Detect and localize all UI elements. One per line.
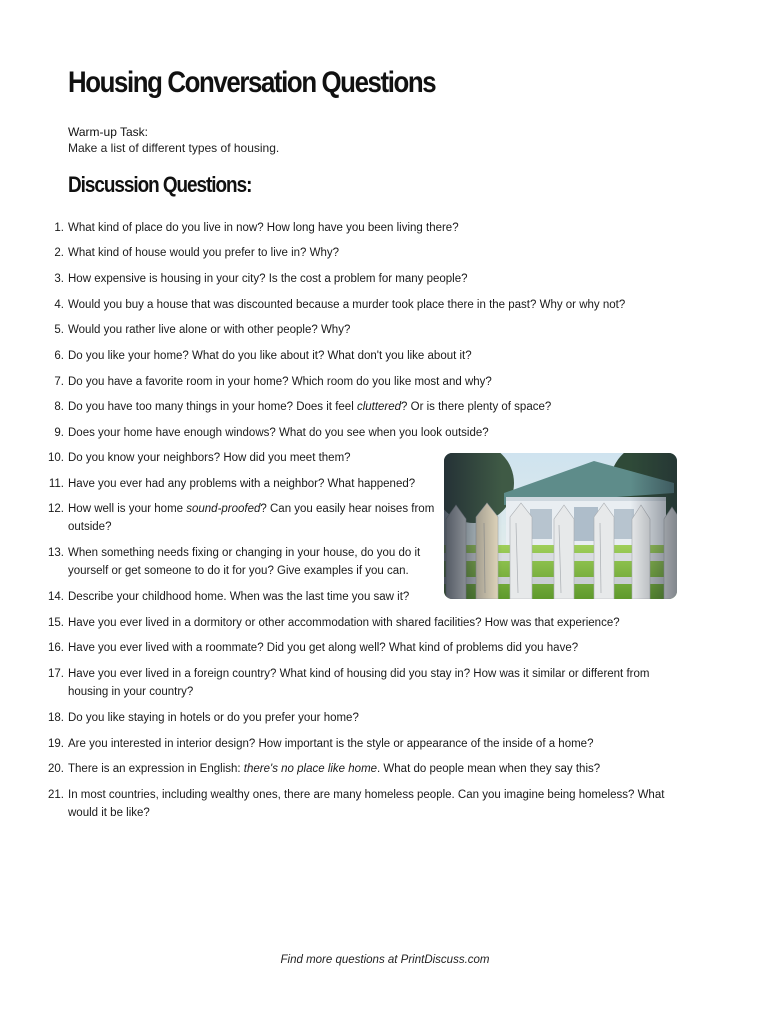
question-text-part: Does your home have enough windows? What do you see when you look outside? (68, 427, 489, 439)
question-number: 11. (48, 478, 64, 490)
question-text-part: Do you know your neighbors? How did you meet them? (68, 452, 351, 464)
question-text-part: Do you have a favorite room in your home? Which room do you like most and why? (68, 376, 492, 388)
question-item (54, 219, 678, 237)
question-text (68, 270, 678, 288)
question-text (68, 424, 678, 442)
question-text (68, 373, 678, 391)
question-item (54, 347, 678, 365)
question-text (68, 639, 678, 657)
question-text-part: ? Can you easily hear noises from outside? (68, 503, 435, 533)
question-number: 4. (54, 299, 64, 311)
question-number: 1. (54, 222, 64, 234)
question-text-part: Describe your childhood home. When was the last time you saw it? (68, 591, 410, 603)
question-number: 13. (48, 547, 64, 559)
question-item (48, 639, 678, 657)
question-text-part: Do you like staying in hotels or do you prefer your home? (68, 712, 359, 724)
question-number: 17. (48, 668, 64, 680)
question-text (68, 219, 678, 237)
question-item (48, 786, 678, 822)
question-item (48, 544, 448, 580)
question-item (48, 760, 678, 778)
question-text-part: Do you have too many things in your home? Does it feel (68, 401, 357, 413)
question-text (68, 709, 678, 727)
question-text-part: When something needs fixing or changing in your house, do you do it yourself or get someone to do it for you? Give examples if you can. (68, 547, 421, 577)
question-item (54, 424, 678, 442)
question-text-part: There is an expression in English: (68, 763, 244, 775)
page-title: Housing Conversation Questions (68, 66, 436, 99)
question-item (54, 373, 678, 391)
question-number: 6. (54, 350, 64, 362)
question-text-part: ? Or is there plenty of space? (401, 401, 552, 413)
question-item (48, 500, 448, 536)
question-number: 2. (54, 247, 64, 259)
warmup-text: Make a list of different types of housing. (68, 141, 280, 155)
question-item (54, 244, 678, 262)
italic-term: there's no place like home (243, 763, 378, 775)
question-number: 14. (48, 591, 64, 603)
discussion-heading: Discussion Questions: (68, 172, 252, 197)
question-text (68, 500, 448, 536)
white-picket-fence-photo (444, 453, 677, 599)
question-text (68, 786, 678, 822)
question-text (68, 347, 678, 365)
question-text-part: In most countries, including wealthy ones, there are many homeless people. Can you imagine being homeless? What would it be like? (68, 789, 665, 819)
question-item (54, 270, 678, 288)
question-text-part: Do you like your home? What do you like about it? What don't you like about it? (68, 350, 472, 362)
question-number: 8. (54, 401, 64, 413)
question-text-part: How well is your home (68, 503, 187, 515)
question-text (68, 244, 678, 262)
question-number: 10. (48, 452, 64, 464)
italic-term: sound-proofed (186, 503, 261, 515)
question-text (68, 449, 448, 467)
question-item (48, 449, 448, 467)
question-text-part: Are you interested in interior design? How important is the style or appearance of the inside of a home? (68, 738, 594, 750)
question-text (68, 296, 678, 314)
question-item (48, 735, 678, 753)
question-text (68, 398, 678, 416)
question-number: 3. (54, 273, 64, 285)
question-number: 19. (48, 738, 64, 750)
question-text-part: . What do people mean when they say this? (377, 763, 601, 775)
question-text (68, 544, 448, 580)
italic-term: cluttered (356, 401, 402, 413)
question-text (68, 735, 678, 753)
question-number: 18. (48, 712, 64, 724)
question-item (54, 398, 678, 416)
question-item (54, 296, 678, 314)
question-text-part: Have you ever lived with a roommate? Did you get along well? What kind of problems did you have? (68, 642, 579, 654)
question-text (68, 614, 678, 632)
question-item (48, 709, 678, 727)
question-item (54, 321, 678, 339)
warmup-label: Warm-up Task: (68, 125, 149, 139)
question-text-part: Would you rather live alone or with other people? Why? (68, 324, 351, 336)
question-item (48, 614, 678, 632)
question-text (68, 321, 678, 339)
question-text-part: What kind of house would you prefer to live in? Why? (68, 247, 340, 259)
question-text (68, 665, 678, 701)
question-item (48, 475, 448, 493)
question-text (68, 475, 448, 493)
question-number: 12. (48, 503, 64, 515)
question-text (68, 760, 678, 778)
question-text-part: Would you buy a house that was discounted because a murder took place there in the past? Why or why not? (68, 299, 626, 311)
question-number: 5. (54, 324, 64, 336)
question-text-part: How expensive is housing in your city? Is the cost a problem for many people? (68, 273, 468, 285)
question-text-part: Have you ever lived in a dormitory or other accommodation with shared facilities? How was that experience? (68, 617, 620, 629)
question-text-part: Have you ever lived in a foreign country? What kind of housing did you stay in? How was it similar or different from housing in your country? (68, 668, 650, 698)
question-number: 21. (48, 789, 64, 801)
question-item (48, 665, 678, 701)
warmup-section (68, 124, 279, 156)
question-text-part: Have you ever had any problems with a neighbor? What happened? (68, 478, 416, 490)
question-number: 20. (48, 763, 64, 775)
question-text-part: What kind of place do you live in now? How long have you been living there? (68, 222, 459, 234)
question-number: 7. (54, 376, 64, 388)
footer-credit: Find more questions at PrintDiscuss.com (280, 954, 490, 966)
question-number: 9. (54, 427, 64, 439)
question-number: 15. (48, 617, 64, 629)
question-number: 16. (48, 642, 64, 654)
